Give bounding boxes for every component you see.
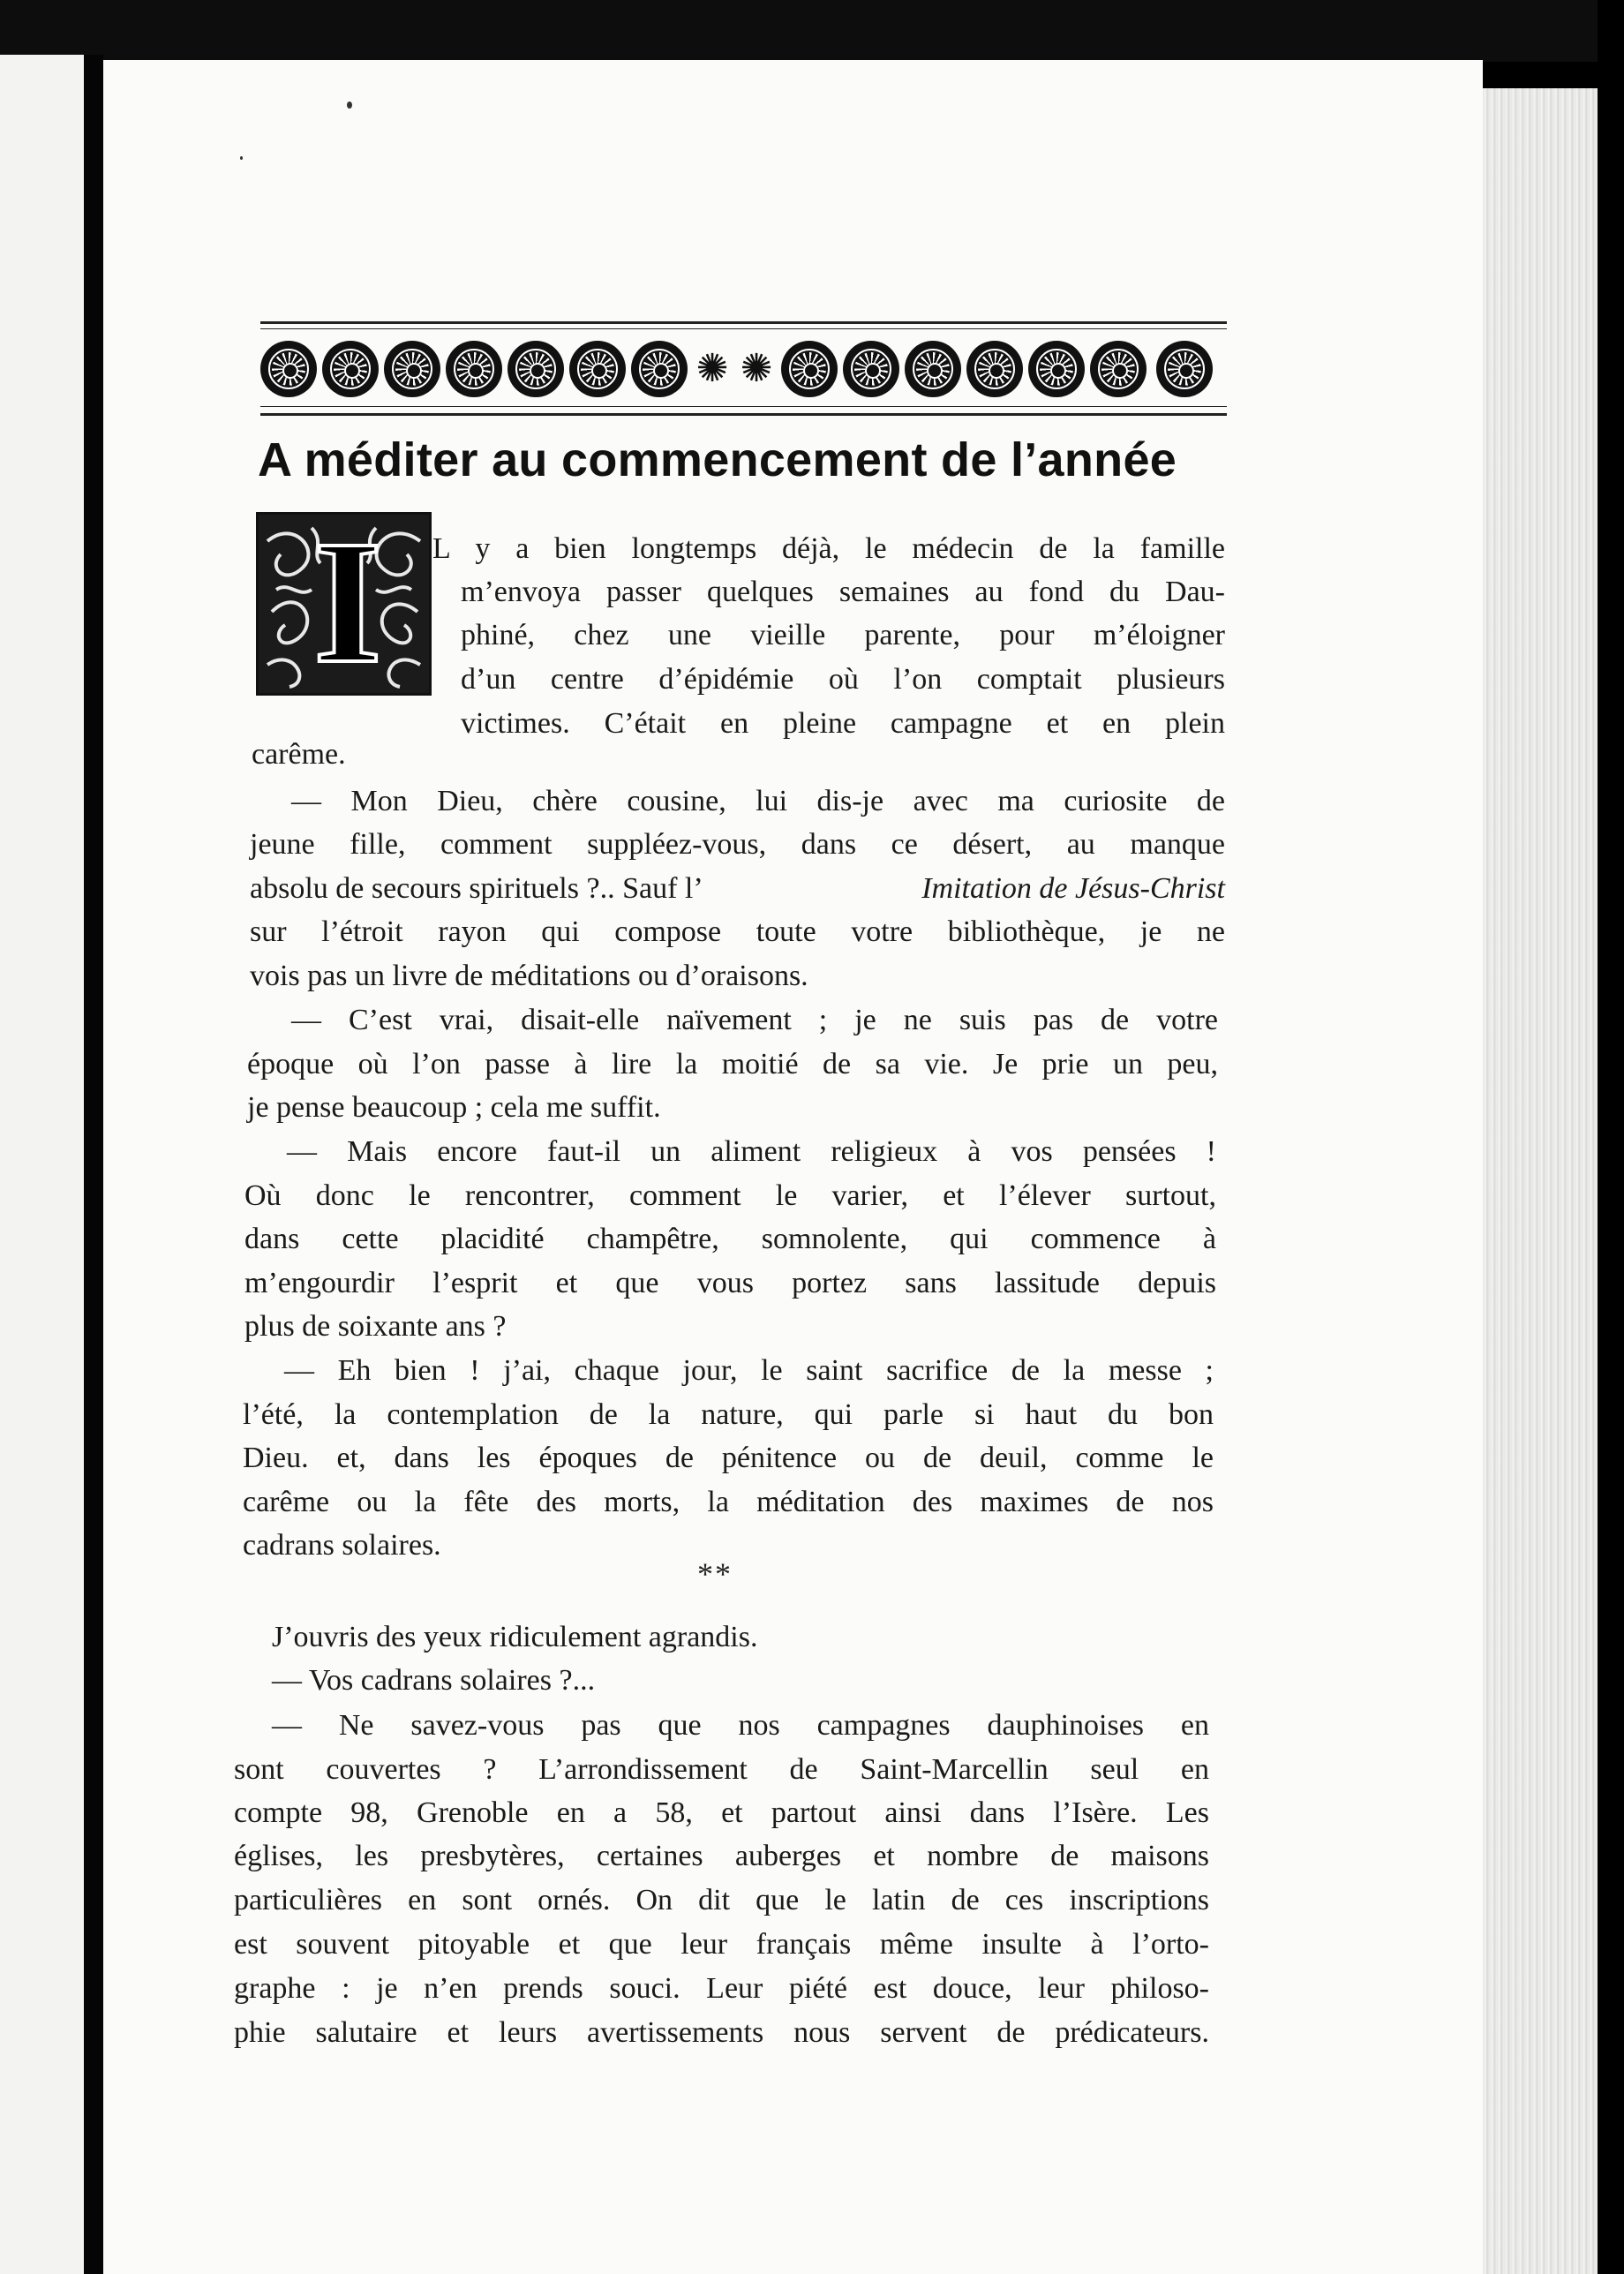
star-flower-icon: ✺ [695,347,729,390]
section-separator [697,1555,733,1593]
text-line: plus de soixante ans ? [244,1310,507,1343]
text-line: carême. [252,738,346,771]
rosette-icon [508,341,564,397]
text-line: carême ou la fête des morts, la méditation des maximes de nos [243,1486,1214,1518]
text-line: je pense beaucoup ; cela me suffit. [247,1091,661,1124]
ornamental-drop-cap [256,505,432,700]
ornamental-header-band [260,320,1227,417]
text-line: l’été, la contemplation de la nature, qui parle si haut du bon [243,1398,1214,1431]
text-line: — Vos cadrans solaires ?... [272,1664,596,1697]
text-line: jeune fille, comment suppléez-vous, dans ce désert, au manque [250,828,1225,861]
facing-page-edge [0,55,84,2274]
italic-book-title: Imitation de Jésus-Christ [921,872,1225,905]
text-line: — Ne savez-vous pas que nos campagnes dauphinoises en [272,1709,1209,1742]
text-line [250,867,1225,910]
rosette-icon [966,341,1023,397]
rosette-icon [322,341,379,397]
text-line: églises, les presbytères, certaines auberges et nombre de maisons [234,1840,1209,1872]
text-line: — Mon Dieu, chère cousine, lui dis-je avec ma curiosite de [291,785,1225,817]
rule-line [260,328,1227,329]
rosette-icon [569,341,626,397]
rule-line [260,413,1227,416]
text-line: J’ouvris des yeux ridiculement agrandis. [272,1621,758,1653]
article-title: A méditer au commencement de l’année [258,433,1177,486]
star-flower-icon: ✺ [740,347,773,390]
rosette-icon [843,341,899,397]
separator-asterisks: ** [697,1556,733,1592]
text-line: Où donc le rencontrer, comment le varier, et l’élever surtout, [244,1179,1216,1212]
text-line: victimes. C’était en pleine campagne et en plein [461,707,1225,740]
book-gutter [84,55,103,2274]
rosette-icon [260,341,317,397]
rule-line [260,406,1227,407]
text-line: graphe : je n’en prends souci. Leur piété est douce, leur philoso- [234,1972,1209,2005]
text-line: particulières en sont ornés. On dit que le latin de ces inscriptions [234,1884,1209,1916]
text-line: vois pas un livre de méditations ou d’oraisons. [250,960,808,992]
text-line: m’engourdir l’esprit et que vous portez sans lassitude depuis [244,1267,1216,1299]
drop-cap-letter: I [313,505,382,700]
text-line: phie salutaire et leurs avertissements nous servent de prédicateurs. [234,2016,1209,2049]
text-line: sur l’étroit rayon qui compose toute votre bibliothèque, je ne [250,915,1225,948]
page-stack-edges [1483,88,1598,2274]
text-line: — Mais encore faut-il un aliment religieux à vos pensées ! [287,1135,1216,1168]
text-line: — C’est vrai, disait-elle naïvement ; je ne suis pas de votre [291,1004,1218,1036]
rosette-row [260,337,1227,401]
dust-speck [347,102,352,109]
text-line: sont couvertes ? L’arrondissement de Saint-Marcellin seul en [234,1753,1209,1786]
text-line: m’envoya passer quelques semaines au fond du Dau- [461,576,1225,608]
rosette-icon [781,341,838,397]
text-line: Dieu. et, dans les époques de pénitence ou de deuil, comme le [243,1442,1214,1474]
rule-line [260,321,1227,324]
rosette-icon [1028,341,1085,397]
text-line: époque où l’on passe à lire la moitié de sa vie. Je prie un peu, [247,1048,1218,1081]
rosette-icon [1090,341,1147,397]
text-line: d’un centre d’épidémie où l’on comptait plusieurs [461,663,1225,696]
dust-speck [240,156,243,160]
text-line: L y a bien longtemps déjà, le médecin de la famille [432,532,1225,565]
rosette-icon [905,341,961,397]
rosette-icon [446,341,502,397]
text-line: — Eh bien ! j’ai, chaque jour, le saint sacrifice de la messe ; [284,1354,1214,1387]
text-line: dans cette placidité champêtre, somnolente, qui commence à [244,1223,1216,1255]
rosette-icon [1156,341,1213,397]
scan-top-shadow [0,0,1624,62]
text-line: est souvent pitoyable et que leur français même insulte à l’orto- [234,1928,1209,1961]
text-line: phiné, chez une vieille parente, pour m’éloigner [461,619,1225,651]
rosette-icon [384,341,440,397]
scan-right-border [1598,0,1624,2274]
text-run: absolu de secours spirituels ?.. Sauf l’ [250,872,703,905]
text-line: compte 98, Grenoble en a 58, et partout ainsi dans l’Isère. Les [234,1796,1209,1829]
rosette-icon [631,341,688,397]
text-line: cadrans solaires. [243,1529,441,1562]
